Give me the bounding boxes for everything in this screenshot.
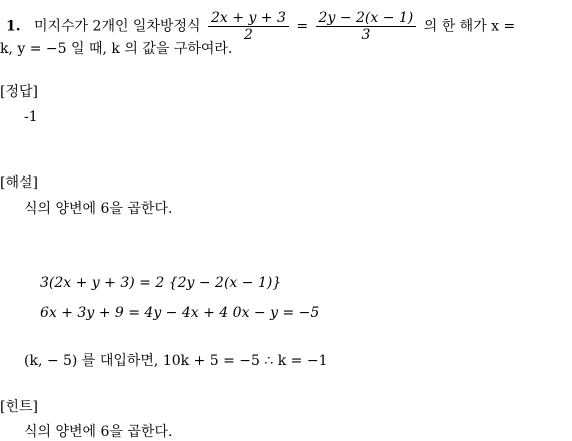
hint-text: 식의 양변에 6을 곱한다. — [24, 424, 173, 440]
explanation-intro: 식의 양변에 6을 곱한다. — [24, 201, 173, 217]
equation-2: 6x + 3y + 9 = 4y − 4x + 4 0x − y = −5 — [40, 305, 320, 321]
fraction-2 — [316, 10, 417, 43]
fraction-2-denominator: 3 — [361, 27, 371, 43]
problem-line-2: k, y = −5 일 때, k 의 값을 구하여라. — [0, 41, 233, 57]
problem-number: 1. — [6, 18, 21, 35]
fraction-1-denominator: 2 — [244, 27, 253, 43]
equation-1: 3(2x + y + 3) = 2 {2y − 2(x − 1)} — [40, 275, 282, 291]
problem-text-a: 미지수가 2개인 일차방정식 — [33, 18, 201, 35]
answer-label: [정답] — [0, 84, 38, 100]
hint-label: [힌트] — [0, 399, 38, 415]
explanation-label: [해설] — [0, 175, 38, 191]
problem-line-1 — [6, 10, 515, 43]
problem-text-b: 의 한 해가 x = — [423, 18, 516, 35]
fraction-2-numerator: 2y − 2(x − 1) — [316, 10, 417, 27]
fraction-1 — [208, 10, 289, 43]
explanation-conclusion: (k, − 5) 를 대입하면, 10k + 5 = −5 ∴ k = −1 — [24, 353, 328, 369]
answer-value: -1 — [24, 109, 38, 125]
equals-sign: = — [296, 18, 309, 35]
fraction-1-numerator: 2x + y + 3 — [208, 10, 289, 27]
